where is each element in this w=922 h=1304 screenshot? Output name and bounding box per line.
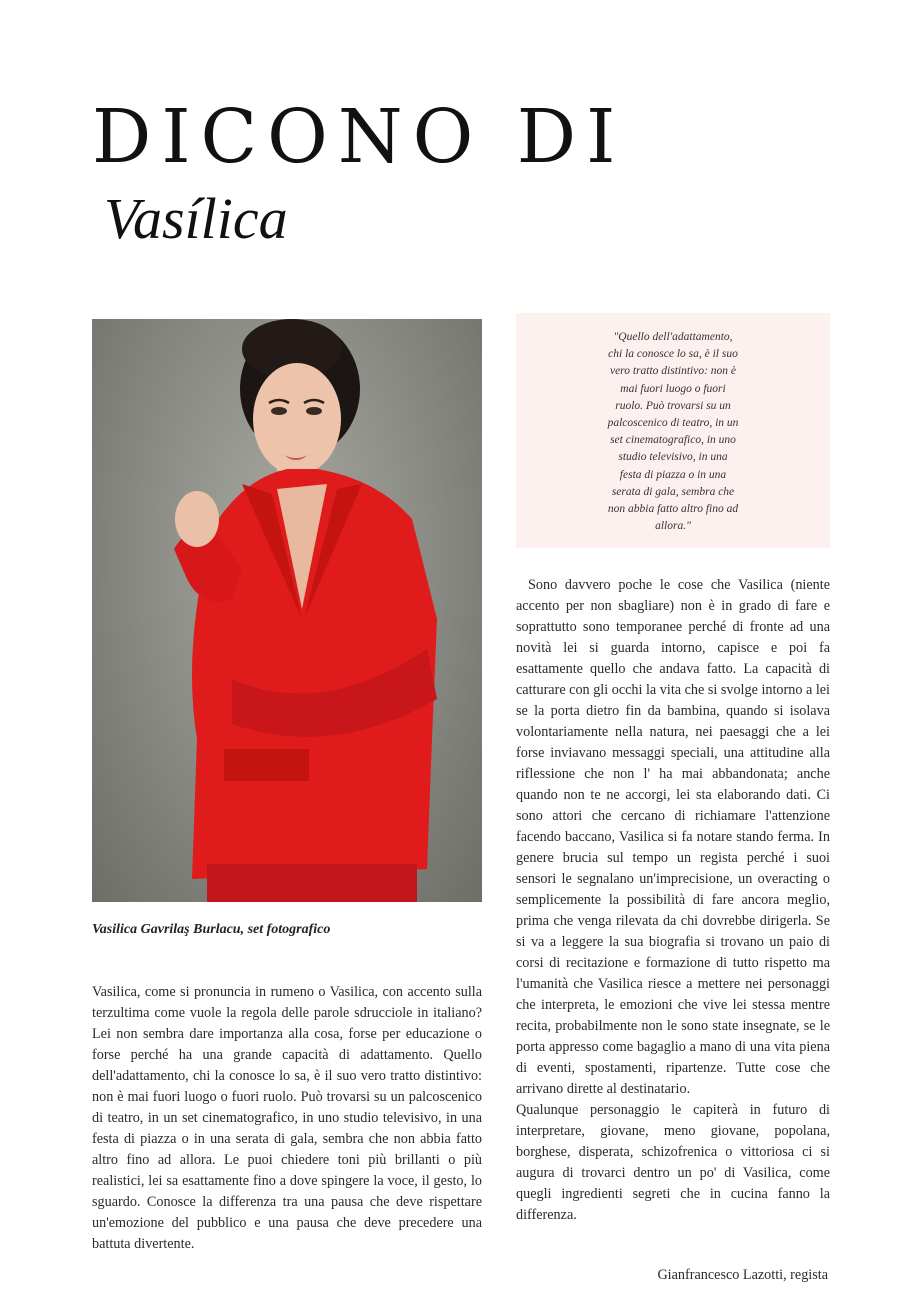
article-body-right [516,575,830,1226]
article-paragraph: Sono davvero poche le cose che Vasilica (niente accento per non sbagliare) non è in grado di fare e soprattutto sono temporanee perché di fronte ad una novità lei si guarda intorno, capisce e poi fa esattamente quello che andava fatto. La capacità di catturare con gli occhi la vita che si svolge intorno a lei se la porta dietro fin da bambina, quando si isolava volontariamente nella natura, nei paesaggi che a lei forse inviavano messaggi speciali, una attitudine alla riflessione che non l' ha mai abbandonata; anche quando non te ne accorgi, lei sta elaborando dati. Ci sono attori che cercano di richiamare l'attenzione facendo baccano, Vasilica si fa notare stando ferma. In genere brucia sul tempo un regista perché i suoi sensori le segnalano un'imprecisione, un overacting o semplicemente la possibilità di fare ancora meglio, prima che venga rilevata da chi dovrebbe dirigerla. Se si va a leggere la sua biografia si trovano un paio di corsi di recitazione e formazione di tutto rispetto ma l'umanità che Vasilica riesce a mettere nei personaggi che interpreta, le emozioni che vive lei stessa mentre recita, probabilmente non le sono state insegnate, se le porta appresso come bagaglio a mano di una vita piena di eventi, spostamenti, ripartenze. Tutte cose che arrivano dirette al destinatario. [516,577,830,1097]
author-signature: Gianfrancesco Lazotti, regista [657,1267,828,1283]
photo-caption: Vasilica Gavrilaş Burlacu, set fotografico [92,922,331,937]
portrait-illustration [92,319,482,902]
portrait-photo [92,319,482,902]
page-subtitle: Vasílica [104,186,288,251]
article-body-left: Vasilica, come si pronuncia in rumeno o Vasilica, con accento sulla terzultima come vuole la regola delle parole sdrucciole in italiano? Lei non sembra dare importanza alla cosa, forse per educazione o forse perché ha una grande capacità di adattamento. Quello dell'adattamento, chi la conosce lo sa, è il suo vero tratto distintivo: non è mai fuori luogo o fuori ruolo. Può trovarsi su un palcoscenico di teatro, in un set cinematografico, in uno studio televisivo, in una festa di piazza o in una serata di gala, sembra che non abbia fatto altro fino ad allora. Le puoi chiedere toni più brillanti o più realistici, lei sa esattamente fino a dove spingere la voce, il gesto, lo sguardo. Conosce la differenza tra una pausa che deve rispettare un'emozione del pubblico e una pausa che deve precedere una battuta divertente. [92,984,482,1252]
pull-quote-box [516,313,830,548]
article-paragraph: Qualunque personaggio le capiterà in futuro di interpretare, giovane, meno giovane, popolana, borghese, disperata, schizofrenica o vittoriosa ci si augura di trovarci dentro un po' di Vasilica, come quegli ingredienti segreti che in cucina fanno la differenza. [516,1102,830,1223]
page-title: DICONO DI [92,94,626,180]
pull-quote: "Quello dell'adattamento, chi la conosce lo sa, è il suo vero tratto distintivo: non è mai fuori luogo o fuori ruolo. Può trovarsi su un palcoscenico di teatro, in un set cinematografico, in uno studio televisivo, in una festa di piazza o in una serata di gala, sembra che non abbia fatto altro fino ad allora." [607,331,739,533]
